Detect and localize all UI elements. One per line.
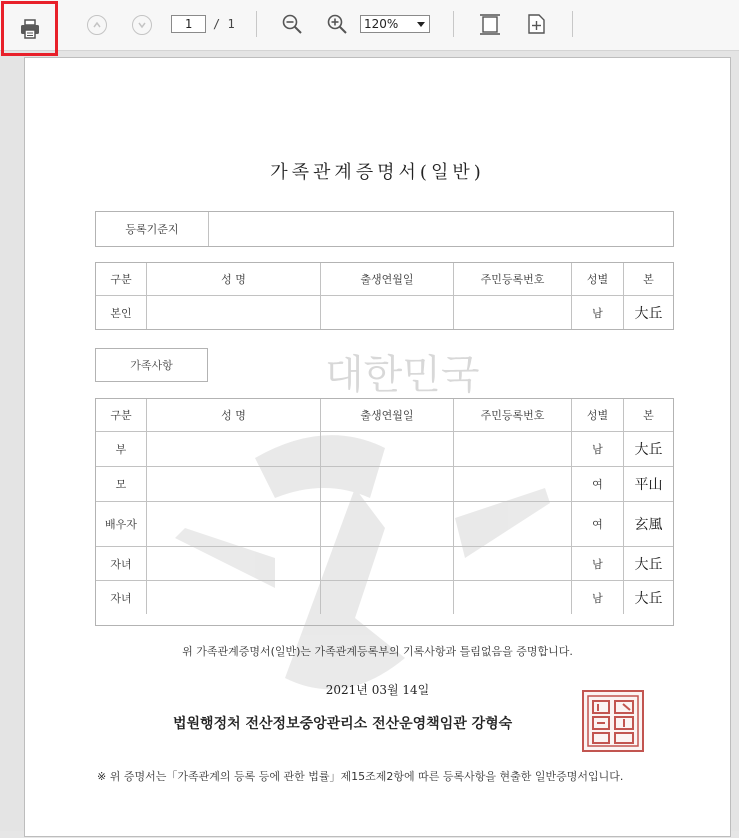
family-table-cell-id — [453, 580, 571, 614]
family-table-cell-name — [146, 431, 320, 466]
next-page-button[interactable] — [132, 15, 152, 35]
family-table-cell-birth — [320, 466, 453, 501]
family-table-cell-origin: 大丘 — [623, 431, 673, 466]
toolbar-divider — [256, 11, 257, 37]
self-table-cell-sex: 남 — [571, 295, 623, 329]
family-table-cell-name — [146, 466, 320, 501]
add-page-icon — [524, 12, 548, 36]
family-table-cell-name — [146, 501, 320, 546]
family-table-cell-birth — [320, 431, 453, 466]
zoom-value: 120% — [364, 17, 399, 31]
chevron-down-icon — [137, 20, 147, 30]
family-table-cell-sex: 여 — [571, 466, 623, 501]
family-table-cell-relation: 부 — [96, 431, 146, 466]
fit-page-icon — [478, 12, 502, 36]
seal-stamp-icon — [585, 693, 641, 749]
document-title: 가족관계증명서(일반) — [270, 162, 485, 183]
print-button[interactable] — [1, 1, 58, 56]
self-table-header-birth: 출생연월일 — [320, 263, 453, 295]
fit-width-button[interactable] — [524, 12, 548, 36]
family-table-cell-origin: 大丘 — [623, 580, 673, 614]
family-section-label: 가족사항 — [95, 348, 208, 382]
family-table-cell-name — [146, 580, 320, 614]
document-viewer[interactable] — [0, 51, 739, 831]
self-table-header-id: 주민등록번호 — [453, 263, 571, 295]
registry-label: 등록기준지 — [96, 212, 209, 246]
family-table-cell-id — [453, 501, 571, 546]
issuer-name: 법원행정처 전산정보중앙관리소 전산운영책임관 강형숙 — [173, 716, 513, 732]
family-table-cell-id — [453, 431, 571, 466]
self-table-header-name: 성 명 — [146, 263, 320, 295]
svg-text:대한민국: 대한민국 — [325, 352, 480, 398]
document-page — [24, 57, 731, 837]
family-table-cell-origin: 玄風 — [623, 501, 673, 546]
toolbar-divider — [453, 11, 454, 37]
dropdown-caret-icon — [415, 18, 427, 30]
self-table-cell-birth — [320, 295, 453, 329]
family-table-cell-birth — [320, 580, 453, 614]
pdf-toolbar — [0, 0, 739, 51]
family-table-cell-name — [146, 546, 320, 580]
self-table-cell-origin: 大丘 — [623, 295, 673, 329]
self-table-header-relation: 구분 — [110, 273, 132, 286]
zoom-select[interactable] — [360, 15, 430, 33]
family-table — [95, 398, 674, 626]
certification-statement: 위 가족관계증명서(일반)는 가족관계등록부의 기록사항과 틀림없음을 증명합니다. — [182, 645, 573, 658]
page-total-label: / 1 — [213, 17, 235, 31]
family-table-cell-sex: 남 — [571, 580, 623, 614]
family-table-header-id: 주민등록번호 — [453, 399, 571, 431]
page-number-input[interactable]: 1 — [171, 15, 206, 33]
footnote: ※ 위 증명서는「가족관계의 등록 등에 관한 법률」제15조제2항에 따른 등록사항을 현출한 일반증명서입니다. — [97, 770, 624, 783]
zoom-out-button[interactable] — [281, 13, 303, 35]
family-table-cell-relation: 자녀 — [96, 546, 146, 580]
family-table-cell-relation: 모 — [96, 466, 146, 501]
fit-page-button[interactable] — [478, 12, 502, 36]
family-table-cell-birth — [320, 501, 453, 546]
family-table-cell-origin: 大丘 — [623, 546, 673, 580]
zoom-in-icon — [326, 13, 348, 35]
zoom-in-button[interactable] — [326, 13, 348, 35]
print-icon — [19, 18, 41, 40]
registry-box — [95, 211, 674, 247]
family-table-cell-sex: 남 — [571, 431, 623, 466]
self-table-cell-name — [146, 295, 320, 329]
family-table-header-name: 성 명 — [146, 399, 320, 431]
family-table-header-relation: 구분 — [110, 409, 132, 422]
family-table-header-origin: 본 — [623, 399, 673, 431]
family-table-cell-origin: 平山 — [623, 466, 673, 501]
family-table-header-birth: 출생연월일 — [320, 399, 453, 431]
family-table-cell-relation: 배우자 — [96, 501, 146, 546]
family-table-cell-relation: 자녀 — [96, 580, 146, 614]
family-table-cell-birth — [320, 546, 453, 580]
family-table-cell-id — [453, 466, 571, 501]
family-table-header-sex: 성별 — [571, 399, 623, 431]
registry-value — [209, 212, 673, 246]
issue-date: 2021년 03월 14일 — [325, 683, 430, 697]
previous-page-button[interactable] — [87, 15, 107, 35]
self-table-header-sex: 성별 — [571, 263, 623, 295]
self-table-cell-relation: 본인 — [96, 295, 146, 329]
chevron-up-icon — [92, 20, 102, 30]
family-table-cell-id — [453, 546, 571, 580]
official-seal — [582, 690, 644, 752]
self-table-header-origin: 본 — [623, 263, 673, 295]
self-table — [95, 262, 674, 330]
family-table-cell-sex: 여 — [571, 501, 623, 546]
self-table-cell-id — [453, 295, 571, 329]
zoom-out-icon — [281, 13, 303, 35]
toolbar-divider — [572, 11, 573, 37]
family-table-cell-sex: 남 — [571, 546, 623, 580]
